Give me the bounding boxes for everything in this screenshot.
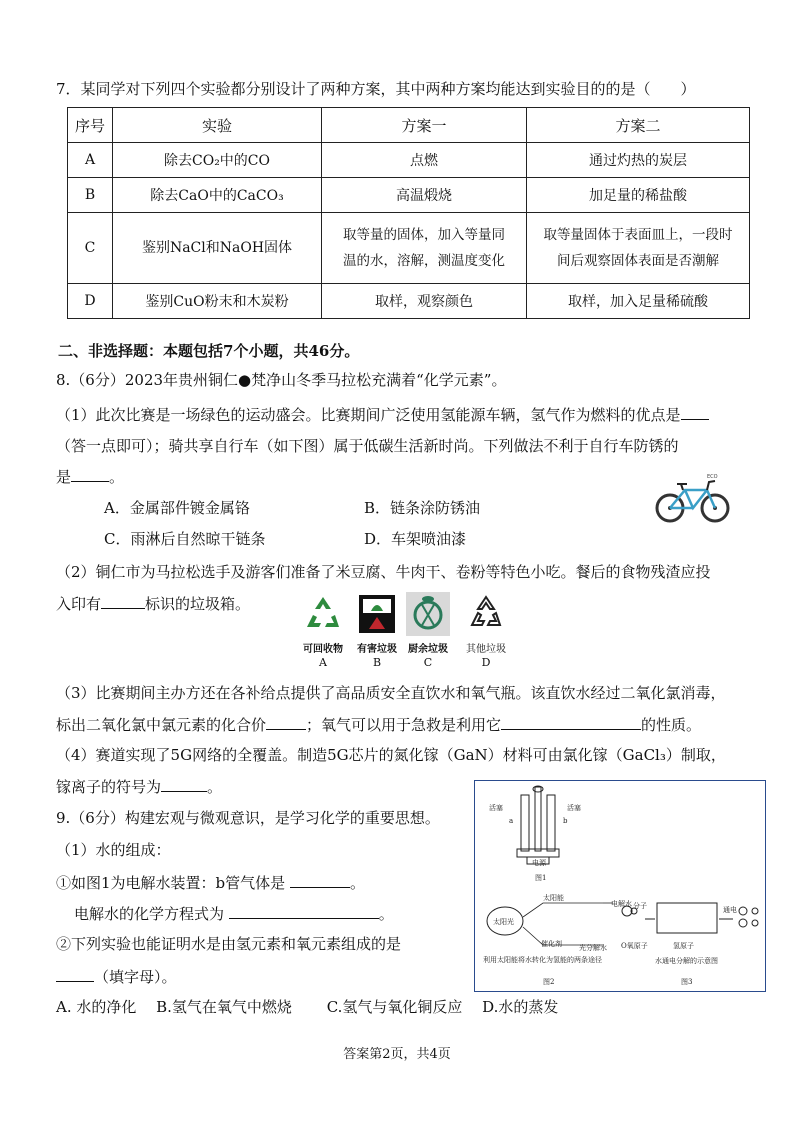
fig1-label-stopcock-left: 活塞 — [489, 804, 503, 812]
q8-part1-line2: （答一点即可）；骑共享自行车（如下图）属于低碳生活新时尚。下列做法不利于自行车防锈的 — [56, 437, 679, 455]
q8-part2-line1: （2）铜仁市为马拉松选手及游客们准备了米豆腐、牛肉干、卷粉等特色小吃。餐后的食物残渣应投 — [56, 563, 711, 581]
q9-title: 9.（6分）构建宏观与微观意识，是学习化学的重要思想。 — [56, 809, 440, 827]
fig3-legend-oxygen: O氧原子 — [621, 942, 648, 950]
col-header-plan1: 方案一 — [322, 108, 527, 143]
answer-blank[interactable] — [71, 466, 109, 482]
answer-blank[interactable] — [681, 404, 709, 420]
fig2-label-photolysis: 光分解水 — [579, 944, 607, 952]
fig1-label-stopcock-right: 活塞 — [567, 804, 581, 812]
bin-letter-d: D — [481, 656, 491, 669]
q8-option-b: B．链条涂防锈油 — [364, 499, 481, 517]
fig2-label-electrolysis: 电解水 — [611, 900, 632, 908]
q8-part1-lead: 是 — [56, 468, 72, 486]
q8-part1-end: 。 — [109, 468, 125, 486]
bin-label-kitchen: 厨余垃圾 — [408, 644, 448, 655]
row-plan1: 点燃 — [322, 143, 527, 178]
answer-blank[interactable] — [229, 903, 379, 919]
fig3-caption-desc: 水通电分解的示意图 — [655, 957, 718, 965]
section-title: 二、非选择题：本题包括7个小题，共46分。 — [58, 342, 360, 360]
row-plan1: 取样，观察颜色 — [322, 284, 527, 319]
q8-part2-lead: 入印有 — [56, 595, 102, 613]
q8-part2-end: 标识的垃圾箱。 — [145, 595, 251, 613]
q8-part3-line2 — [56, 714, 701, 735]
fig2-label-sun: 太阳光 — [493, 918, 514, 926]
row-plan1-line2: 温的水，溶解，测温度变化 — [343, 253, 505, 269]
bicycle-icon — [655, 468, 730, 528]
fig3-label-power: 通电 — [723, 906, 737, 914]
row-experiment: 鉴别CuO粉末和木炭粉 — [113, 284, 322, 319]
row-id: B — [68, 178, 113, 213]
fig1-caption: 图1 — [535, 874, 547, 882]
other-waste-icon — [466, 593, 506, 633]
fig3-label-molecule: 分子 — [633, 902, 647, 910]
q8-part3-mid: ；氧气可以用于急救是利用它 — [306, 716, 502, 734]
table-row — [68, 178, 750, 213]
hazardous-waste-icon — [357, 593, 397, 635]
col-header-experiment: 实验 — [113, 108, 322, 143]
row-plan2: 通过灼热的炭层 — [527, 143, 750, 178]
q8-title: 8.（6分）2023年贵州铜仁●梵净山冬季马拉松充满着“化学元素”。 — [56, 371, 507, 389]
q9-item1-end: 。 — [349, 874, 365, 892]
q8-part3-end: 的性质。 — [641, 716, 702, 734]
q8-option-a: A．金属部件镀金属铬 — [104, 499, 250, 517]
q9-item3: ②下列实验也能证明水是由氢元素和氧元素组成的是 — [56, 935, 402, 953]
q8-part4-end: 。 — [207, 778, 223, 796]
bin-label-hazardous: 有害垃圾 — [357, 644, 397, 655]
q8-part4-line1: （4）赛道实现了5G网络的全覆盖。制造5G芯片的氮化镓（GaN）材料可由氯化镓（GaCl₃）制取， — [56, 746, 726, 764]
table-row — [68, 143, 750, 178]
q8-part4-lead: 镓离子的符号为 — [56, 778, 162, 796]
row-id: C — [68, 213, 113, 284]
q9-item2 — [74, 903, 394, 924]
bin-letter-a: A — [319, 656, 327, 669]
answer-blank[interactable] — [266, 714, 306, 730]
row-plan1-line1: 取等量的固体，加入等量同 — [343, 227, 505, 243]
row-plan2: 加足量的稀盐酸 — [527, 178, 750, 213]
row-experiment: 鉴别NaCl和NaOH固体 — [113, 213, 322, 284]
fig2-caption-desc: 利用太阳能将水转化为氢能的两条途径 — [483, 956, 602, 964]
table-row — [68, 213, 750, 284]
electrolysis-apparatus-icon — [511, 785, 571, 865]
q8-part1-line3 — [56, 466, 124, 487]
q7-table — [67, 107, 750, 319]
fig1-label-b: b — [563, 817, 568, 825]
q8-part1-text: （1）此次比赛是一场绿色的运动盛会。比赛期间广泛使用氢能源车辆，氢气作为燃料的优点是 — [56, 406, 681, 424]
q9-item4 — [56, 966, 177, 987]
row-plan2-line1: 取等量固体于表面皿上，一段时 — [543, 227, 733, 243]
q8-option-d: D．车架喷油漆 — [364, 530, 467, 548]
answer-blank[interactable] — [56, 966, 94, 982]
answer-blank[interactable] — [101, 593, 145, 609]
kitchen-waste-icon — [405, 591, 451, 637]
col-header-index: 序号 — [68, 108, 113, 143]
q7-stem: 7．某同学对下列四个实验都分别设计了两种方案，其中两种方案均能达到实验目的的是（ ） — [56, 80, 696, 98]
fig2-caption: 图2 — [543, 978, 555, 986]
bin-label-recyclable: 可回收物 — [303, 644, 343, 655]
answer-blank[interactable] — [161, 776, 207, 792]
row-plan2 — [527, 213, 750, 284]
recycle-icon — [301, 593, 345, 635]
row-plan2: 取样，加入足量稀硫酸 — [527, 284, 750, 319]
q8-part4-line2 — [56, 776, 222, 797]
fig1-label-a: a — [509, 817, 514, 825]
q9-options: A. 水的净化 B.氢气在氧气中燃烧 C.氢气与氧化铜反应 D.水的蒸发 — [56, 998, 559, 1016]
q9-item2-end: 。 — [378, 905, 394, 923]
row-id: A — [68, 143, 113, 178]
row-experiment: 除去CaO中的CaCO₃ — [113, 178, 322, 213]
row-id: D — [68, 284, 113, 319]
bin-letter-b: B — [372, 656, 382, 669]
svg-text:ECO: ECO — [707, 474, 718, 480]
answer-blank[interactable] — [290, 872, 350, 888]
bin-label-other: 其他垃圾 — [466, 644, 506, 655]
q8-part1-line1 — [56, 404, 709, 425]
col-header-plan2: 方案二 — [527, 108, 750, 143]
bin-letter-c: C — [423, 656, 433, 669]
q9-item1 — [56, 872, 365, 893]
q9-item1-text: ①如图1为电解水装置：b管气体是 — [56, 874, 286, 892]
q8-option-c: C．雨淋后自然晾干链条 — [104, 530, 266, 548]
q9-item2-text: 电解水的化学方程式为 — [74, 905, 225, 923]
row-plan2-line2: 间后观察固体表面是否潮解 — [557, 253, 719, 269]
row-plan1: 高温煅烧 — [322, 178, 527, 213]
q9-item4-text: （填字母）。 — [94, 968, 177, 986]
table-header-row — [68, 108, 750, 143]
fig3-legend-hydrogen: 氢原子 — [673, 942, 694, 950]
q8-part3-lead: 标出二氧化氯中氯元素的化合价 — [56, 716, 267, 734]
q8-part3-line1: （3）比赛期间主办方还在各补给点提供了高品质安全直饮水和氧气瓶。该直饮水经过二氧化氯消毒， — [56, 684, 726, 702]
fig3-caption: 图3 — [681, 978, 693, 986]
fig1-label-power: 电源 — [532, 859, 546, 867]
row-plan1 — [322, 213, 527, 284]
table-row — [68, 284, 750, 319]
q9-part1: （1）水的组成： — [56, 841, 171, 859]
page-footer: 答案第2页，共4页 — [343, 1047, 451, 1062]
fig2-label-catalyst: 催化剂 — [541, 940, 562, 948]
fig2-label-solar: 太阳能 — [543, 894, 564, 902]
q9-figure-box — [474, 780, 766, 992]
answer-blank[interactable] — [501, 714, 641, 730]
q8-part2-line2 — [56, 593, 250, 614]
row-experiment: 除去CO₂中的CO — [113, 143, 322, 178]
